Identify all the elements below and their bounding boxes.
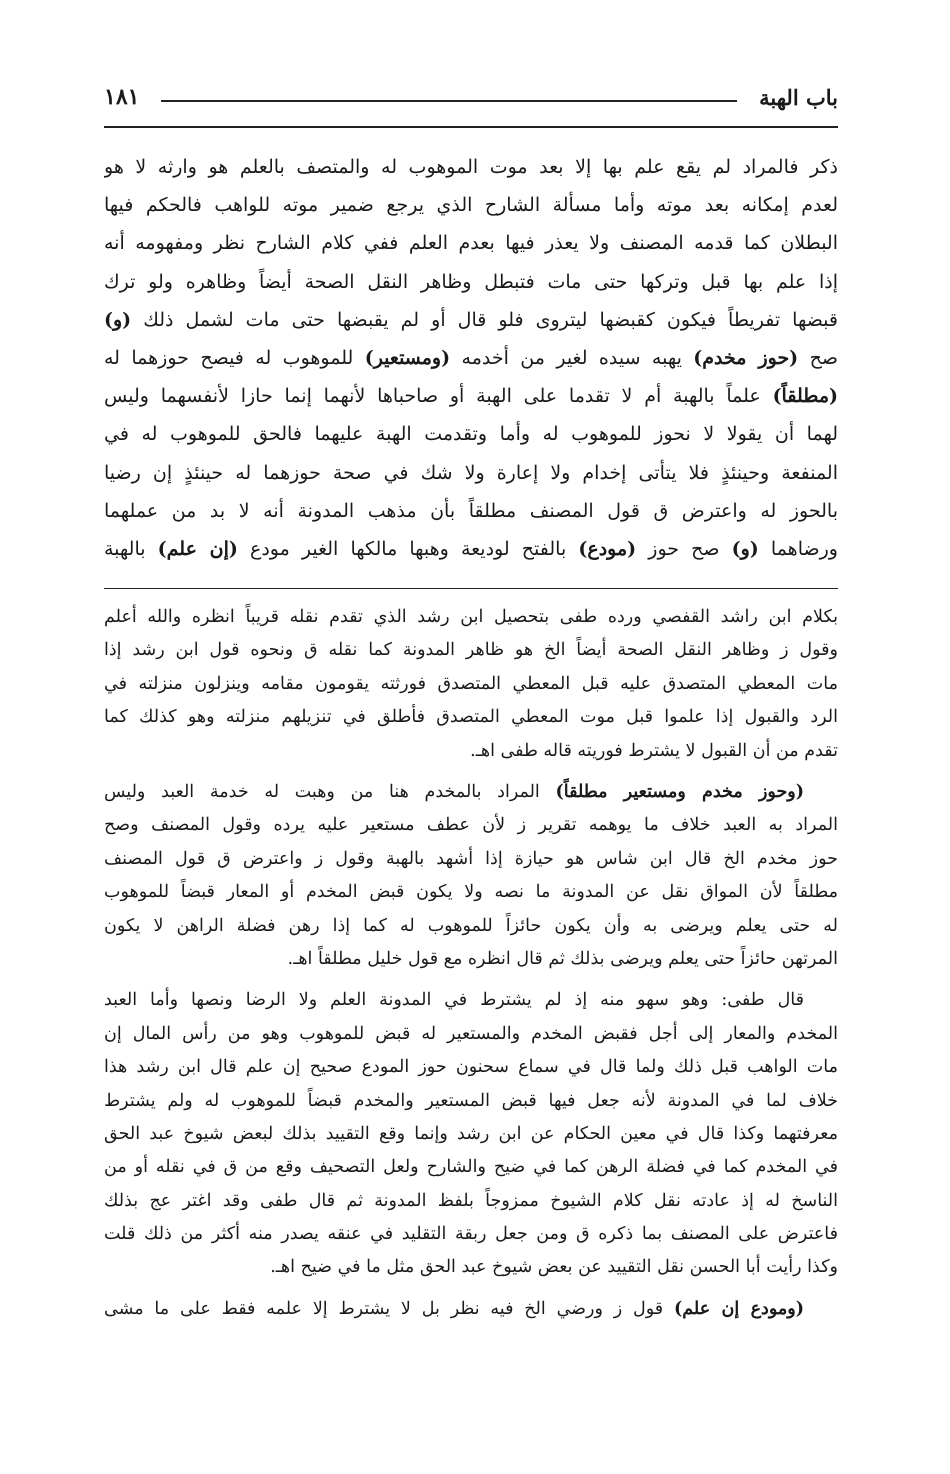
footnote-line: بكلام ابن راشد القفصي ورده طفى بتحصيل ابن رشد الذي تقدم نقله قريباً انظره والله أعلم xyxy=(104,607,838,628)
footnote-line: مات الواهب قبل ذلك ولما قال في سماع سحنون حوز المودع صحيح إن علم قال ابن رشد هذا xyxy=(104,1057,838,1078)
main-text-line: (مطلقاً) علماً بالهبة أم لا تقدما على الهبة أو صاحباها لأنهما إنما حازا لأنفسهما وليس xyxy=(104,385,838,408)
paragraph-gap xyxy=(104,1285,838,1293)
main-text-line: إذا علم بها قبل وتركها حتى مات فتبطل وظاهر النقل الصحة أيضاً وظاهره ولو ترك xyxy=(104,270,838,293)
header-rule xyxy=(161,100,737,102)
main-text-line: صح (حوز مخدم) يهبه سيده لغير من أخدمه (ومستعير) للموهوب له فيصح حوزهما له xyxy=(104,346,838,369)
paragraph-gap xyxy=(104,768,838,776)
paragraph-gap xyxy=(104,976,838,984)
page-number: ١٨١ xyxy=(104,84,140,110)
main-text-body xyxy=(104,148,838,568)
main-text-line: لعدم إمكانه بعد موته وأما مسألة الشارح الذي يرجع ضمير موته للواهب فالحكم فيها xyxy=(104,194,838,217)
footnote-line: (ومودع إن علم) قول ز ورضي الخ فيه نظر بل لا يشترط إلا علمه فقط على ما مشى xyxy=(104,1298,804,1319)
header-divider xyxy=(104,126,838,128)
footnote-line: معرفتهما وكذا قال في معين الحكام عن ابن رشد وإنما وقع التقييد بذلك لبعض شيوخ عبد الحق xyxy=(104,1123,838,1144)
main-text-line: البطلان كما قدمه المصنف ولا يعذر فيها بعدم العلم ففي كلام الشارح نظر ومفهومه أنه xyxy=(104,232,838,255)
footnote-line: في المخدم كما في فضلة الرهن كما في ضيح والشارح ولعل التصحيف وقع من ق في نقله أو من xyxy=(104,1157,838,1178)
footnotes-section xyxy=(104,601,838,1326)
footnote-line: المرتهن حائزاً حتى يعلم ويرضى بذلك ثم قال انظره مع قول خليل مطلقاً اهـ. xyxy=(287,948,838,969)
footnote-line: الرد والقبول إذا علموا قبل موت المعطي المتصدق فأطلق في تنزيلهم منزلته وهو كذلك كما xyxy=(104,707,838,728)
main-text-line: ورضاهما (و) صح حوز (مودع) بالفتح لوديعة وهبها مالكها الغير مودع (إن علم) بالهبة xyxy=(104,537,838,560)
footnote-line: الناسخ له إذ عادته نقل كلام الشيوخ ممزوجاً بلفظ المدونة ثم قال طفى وقد اغتر عج بذلك xyxy=(104,1190,838,1211)
footnote-line: حوز مخدم الخ قال ابن شاس هو حيازة إذا أشهد بالهبة وقول ز واعترض ق قول المصنف xyxy=(104,848,838,869)
footnote-line: قال طفى: وهو سهو منه إذ لم يشترط في المدونة العلم ولا الرضا ونصها وأما العبد xyxy=(104,990,804,1011)
footnote-line: له حتى يعلم ويرضى به وأن يكون حائزاً للموهوب له كما إذا رهن فضلة الراهن لا يكون xyxy=(104,915,838,936)
main-text-line: قبضها تفريطاً فيكون كقبضها ليتروى فلو قال أو لم يقبضها حتى مات لشمل ذلك (و) xyxy=(104,308,838,331)
footnote-line: خلاف لما في المدونة لأنه جعل فيها قبض المستعير والمخدم قبضاً للموهوب له ولم يشترط xyxy=(104,1090,838,1111)
footnote-line: مطلقاً لأن المواق نقل عن المدونة ما نصه ولا يكون قبض المخدم أو المعار قبضاً للموهوب xyxy=(104,882,838,903)
main-text-line: المنفعة وحينئذٍ فلا يتأتى إخدام ولا إعارة ولا شك في صحة حوزهما له حينئذٍ إن رضيا xyxy=(104,461,838,484)
footnote-line: (وحوز مخدم ومستعير مطلقاً) المراد بالمخدم هنا من وهبت له خدمة العبد وليس xyxy=(104,782,804,803)
footnote-line: مات المعطي المتصدق عليه قبل المعطي المتصدق فورثته يقومون مقامه وينزلون منزلته في xyxy=(104,673,838,694)
footnote-line: فاعترض على المصنف بما ذكره ق ومن جعل ربقة التقليد في عنقه يصدر منه أكثر من ذلك قلت xyxy=(104,1224,838,1245)
footnote-line: المراد به العبد خلاف ما يوهمه تقرير ز لأن عطف مستعير عليه يرده وقول المصنف وصح xyxy=(104,815,838,836)
main-text-line: بالحوز له واعترض ق قول المصنف مطلقاً بأن مذهب المدونة أنه لا بد من عملهما xyxy=(104,499,838,522)
running-header xyxy=(104,74,838,120)
footnote-line: وقول ز وظاهر النقل الصحة أيضاً الخ هو ظاهر المدونة كما نقله ق ونحوه قول ابن رشد إذا xyxy=(104,640,838,661)
footnote-line: وكذا رأيت أبا الحسن نقل التقييد عن بعض شيوخ عبد الحق مثل ما في ضيح اهـ. xyxy=(270,1257,838,1278)
main-text-line: لهما أن يقولا لا نحوز للموهوب له وأما وتقدمت الهبة عليهما فالحق للموهوب له في xyxy=(104,423,838,446)
chapter-title: باب الهبة xyxy=(759,84,838,110)
footnote-divider xyxy=(104,588,838,589)
footnote-line: المخدم والمعار إلى أجل فقبض المخدم والمستعير له قبض للموهوب وهو من رأس المال إن xyxy=(104,1023,838,1044)
footnote-line: تقدم من أن القبول لا يشترط فوريته قاله طفى اهـ. xyxy=(470,740,838,761)
main-text-line: ذكر فالمراد لم يقع علم بها إلا بعد موت الموهوب له والمتصف بالعلم هو وارثه لا هو xyxy=(104,156,838,178)
